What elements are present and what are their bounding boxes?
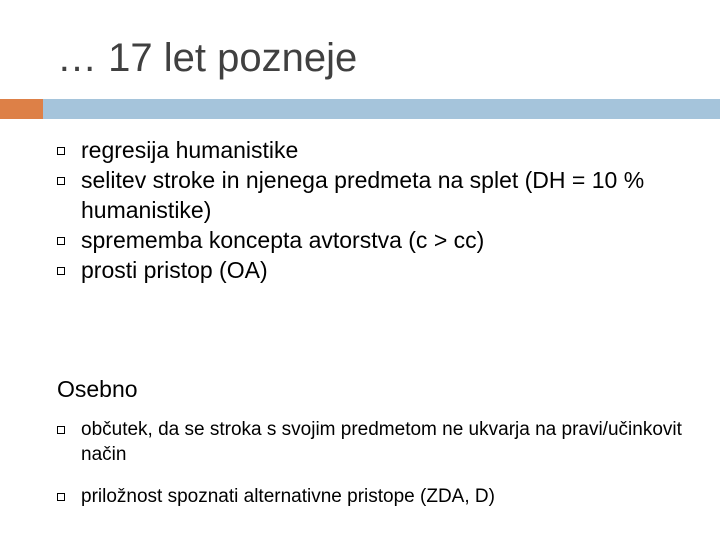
list-item-text: prosti pristop (OA) [81, 257, 268, 283]
list-item-text: selitev stroke in njenega predmeta na splet (DH = 10 % humanistike) [81, 167, 645, 223]
square-bullet-icon [57, 267, 65, 275]
section-heading: Osebno [57, 376, 138, 402]
list-item-text: občutek, da se stroka s svojim predmetom ne ukvarja na pravi/učinkovit način [81, 419, 682, 465]
slide-title: … 17 let pozneje [57, 36, 358, 80]
square-bullet-icon [57, 237, 65, 245]
list-item [57, 225, 707, 255]
top-bullet-list [57, 135, 707, 285]
bottom-bullet-list [57, 417, 707, 509]
list-item [57, 255, 707, 285]
list-item [57, 135, 707, 165]
list-item [57, 165, 707, 225]
list-item-text: priložnost spoznati alternativne pristope (ZDA, D) [81, 486, 495, 507]
square-bullet-icon [57, 493, 65, 501]
list-item-text: regresija humanistike [81, 137, 299, 163]
list-item-text: sprememba koncepta avtorstva (c > cc) [81, 227, 485, 253]
title-accent-bar [0, 99, 43, 119]
square-bullet-icon [57, 147, 65, 155]
square-bullet-icon [57, 426, 65, 434]
list-item [57, 417, 707, 467]
list-item [57, 484, 707, 509]
square-bullet-icon [57, 177, 65, 185]
title-rule-bar [43, 99, 720, 119]
